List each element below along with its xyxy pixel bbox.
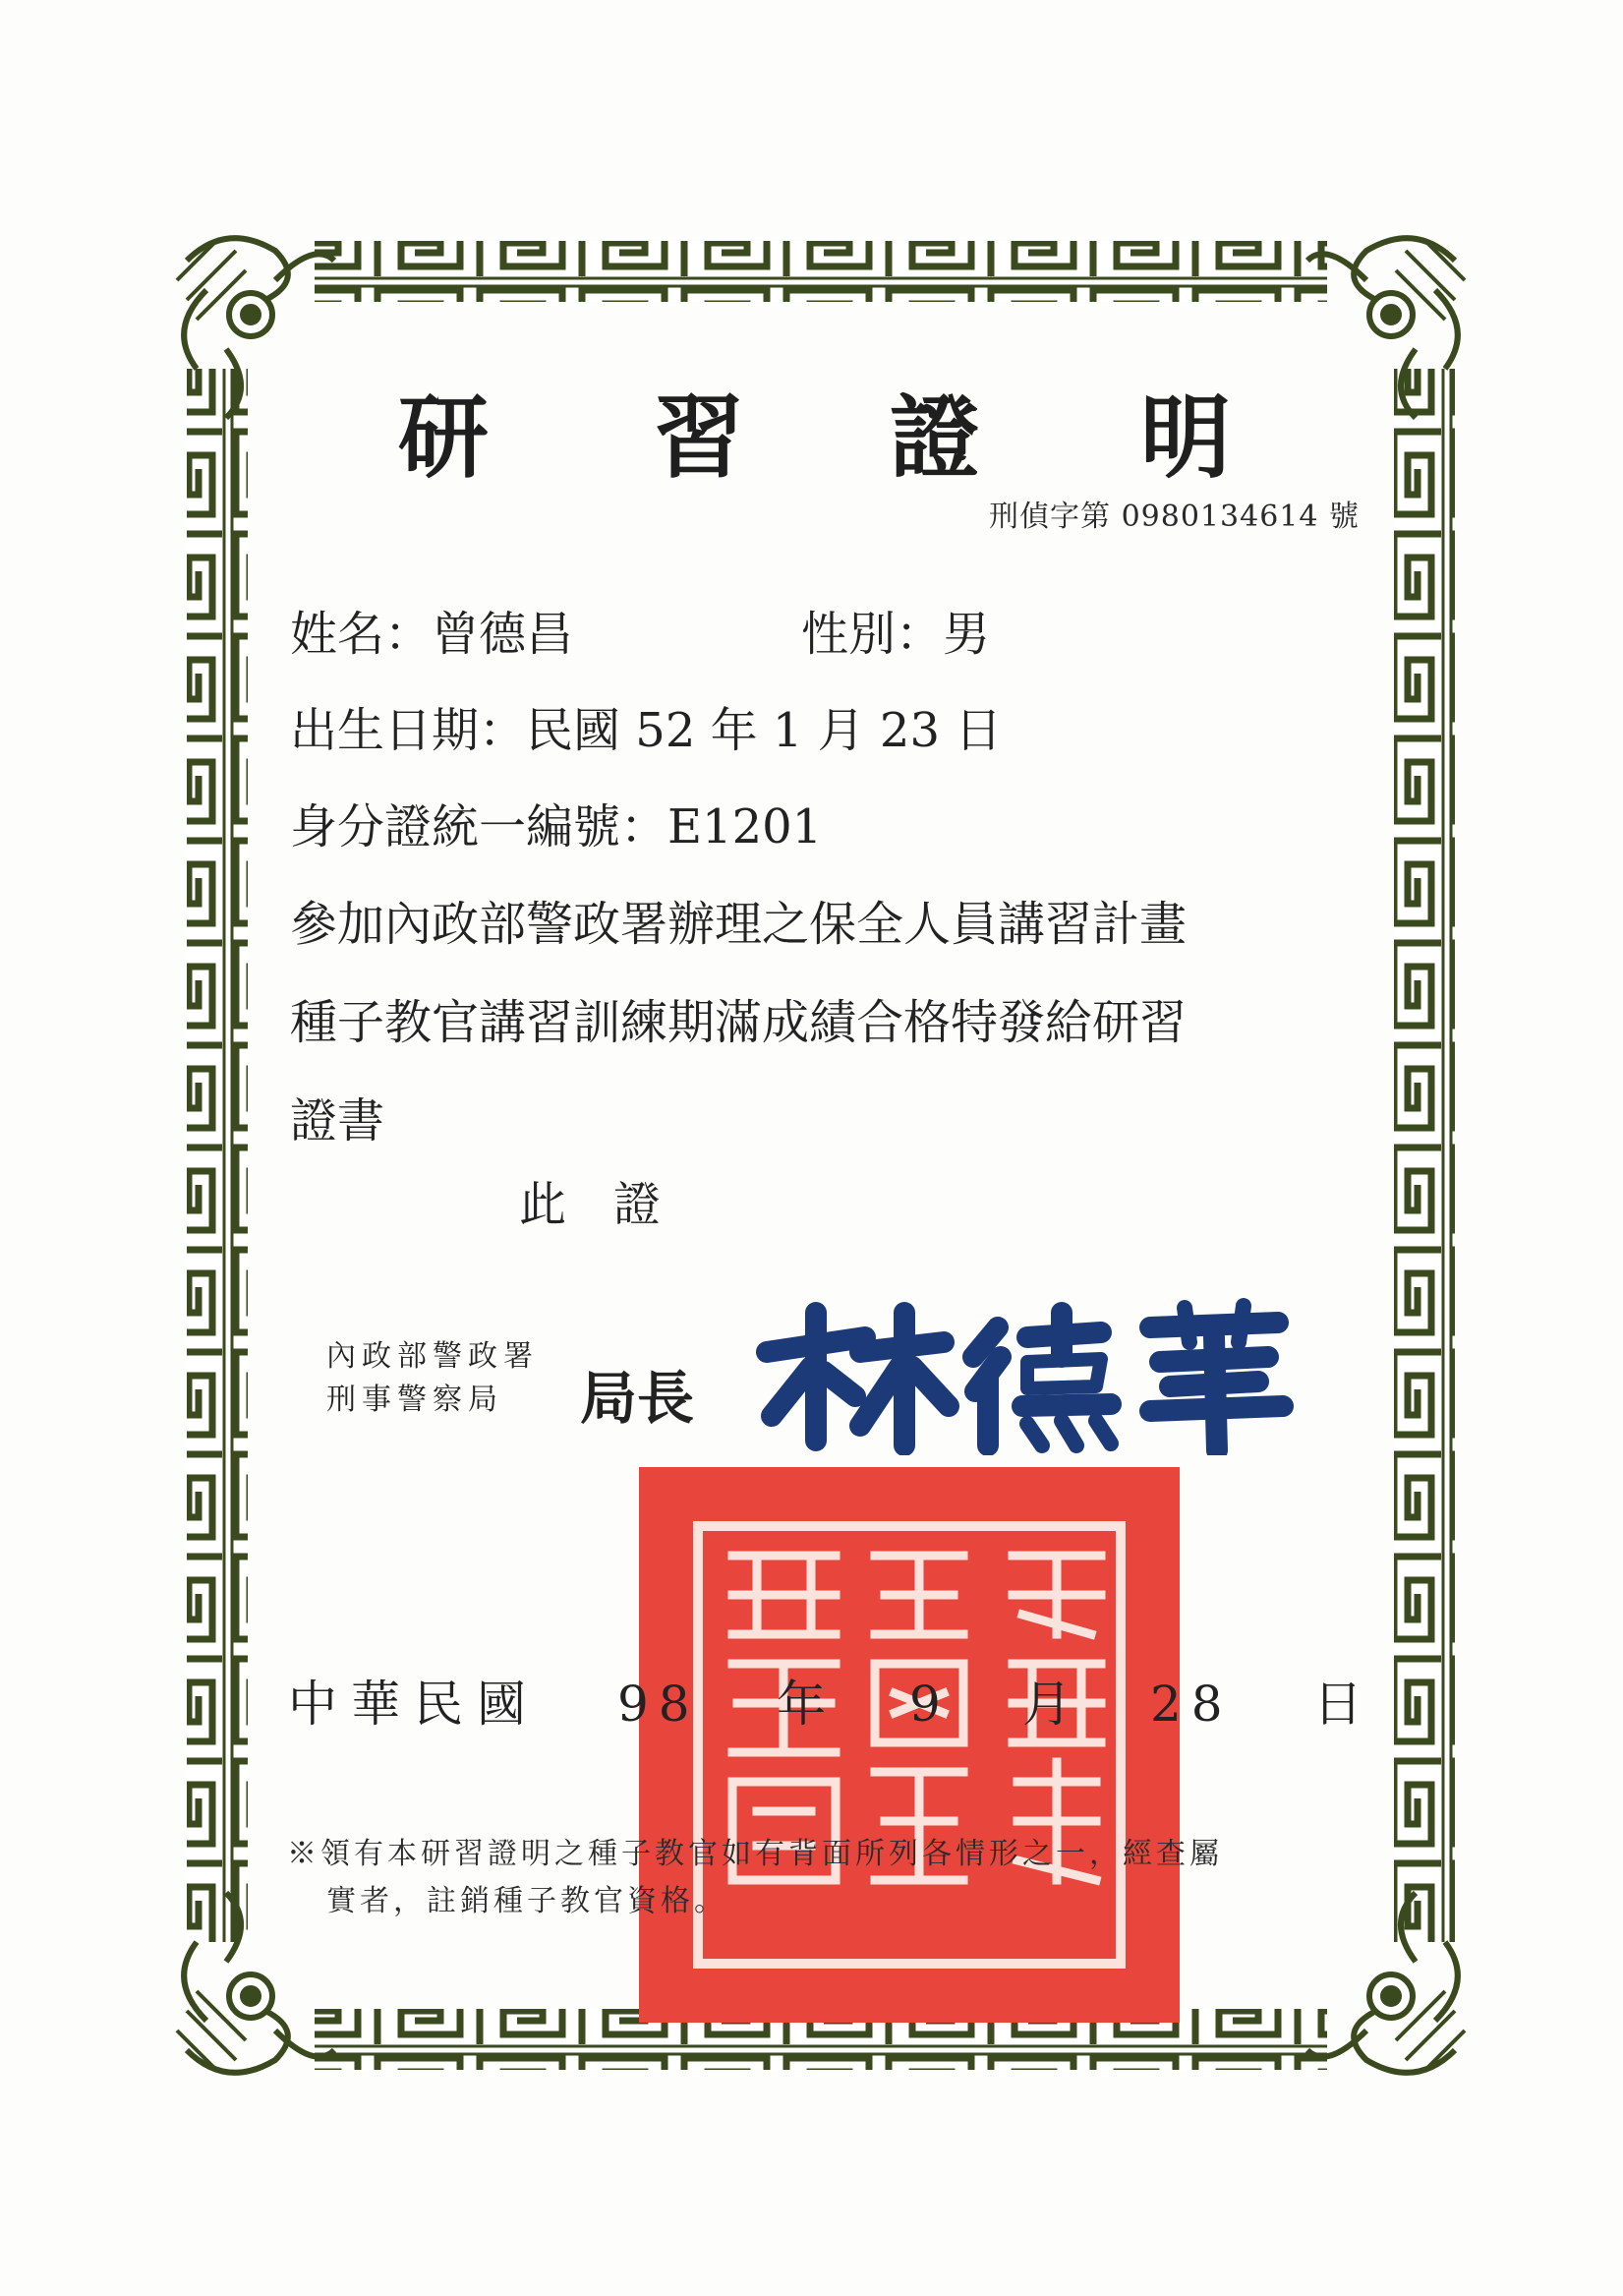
official-seal	[639, 1467, 1180, 2023]
name-value: 曾德昌	[432, 607, 574, 662]
name-row	[290, 605, 573, 664]
id-number-label: 身分證統一編號：	[290, 799, 668, 854]
gender-label: 性別：	[801, 607, 944, 662]
date-year: 98	[617, 1676, 700, 1733]
title-char-3: 證	[890, 384, 981, 491]
birth-date-value: 民國 52 年 1 月 23 日	[526, 703, 1003, 758]
body-line-2: 種子教官講習訓練期滿成績合格特發給研習	[290, 995, 1188, 1050]
footnote-line-2: 實者，註銷種子教官資格。	[326, 1884, 727, 1918]
issuer-organization	[326, 1335, 539, 1422]
issuer-org-line-1: 內政部警政署	[326, 1339, 539, 1374]
footnote	[287, 1831, 1223, 1925]
date-month: 9	[909, 1676, 941, 1733]
title-char-2: 習	[654, 384, 745, 491]
id-number-row	[290, 797, 822, 856]
date-day-unit: 日	[1313, 1676, 1362, 1733]
gender-row	[801, 605, 990, 664]
issue-date-row	[0, 1670, 1623, 1738]
issuer-org-line-2: 刑事警察局	[326, 1383, 503, 1417]
body-line-1: 參加內政部警政署辦理之保全人員講習計畫	[290, 897, 1188, 952]
body-line-3: 證書	[290, 1093, 385, 1148]
issuer-title: 局長	[580, 1365, 695, 1432]
date-year-unit: 年	[777, 1676, 826, 1733]
id-number-value: E1201	[667, 799, 823, 854]
date-day: 28	[1150, 1676, 1233, 1733]
signature-image	[747, 1298, 1298, 1455]
title-char-4: 明	[1140, 384, 1232, 491]
document-number: 刑偵字第 0980134614 號	[989, 500, 1360, 534]
date-era: 中華民國	[288, 1676, 540, 1733]
title-char-1: 研	[398, 384, 490, 491]
name-label: 姓名：	[290, 607, 433, 662]
birth-date-row	[290, 701, 1002, 760]
birth-date-label: 出生日期：	[290, 703, 527, 758]
gender-value: 男	[943, 607, 991, 662]
footnote-line-1: ※領有本研習證明之種子教官如有背面所列各情形之一，經查屬	[287, 1837, 1223, 1871]
certificate-title	[0, 379, 1623, 497]
closing-text: 此 證	[519, 1177, 662, 1232]
date-month-unit: 月	[1022, 1676, 1072, 1733]
